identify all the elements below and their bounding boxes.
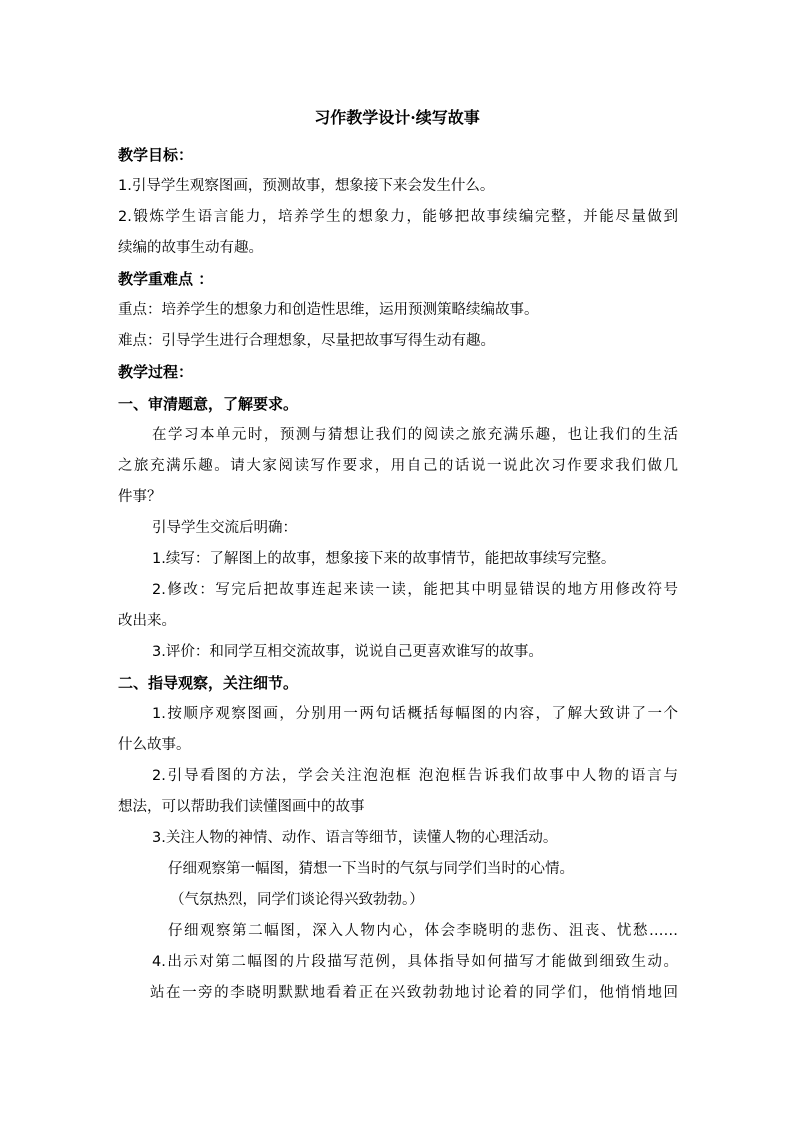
part-1-clarify: 引导学生交流后明确： (152, 520, 297, 536)
part-2-item-1-line-2: 什么故事。 (118, 737, 191, 753)
part-2-example: 站在一旁的李晓明默默地看着正在兴致勃勃地讨论着的同学们，他悄悄地回 (150, 985, 678, 1001)
part-2-observe-1-note: （气氛热烈，同学们谈论得兴致勃勃。） (170, 892, 424, 908)
key-points-heading: 教学重难点 ： (118, 270, 214, 288)
part-1-item-1: 1.续写：了解图上的故事，想象接下来的故事情节，能把故事续写完整。 (152, 551, 616, 567)
goal-2-line-1: 2.锻炼学生语言能力，培养学生的想象力，能够把故事续编完整，并能尽量做到 (118, 209, 678, 225)
part-1-paragraph-line-2: 之旅充满乐趣。请大家阅读写作要求，用自己的话说一说此次习作要求我们做几 (118, 458, 678, 474)
part-2-item-2-line-1: 2.引导看图的方法，学会关注泡泡框 泡泡框告诉我们故事中人物的语言与 (152, 768, 678, 784)
difficult-point: 难点：引导学生进行合理想象，尽量把故事写得生动有趣。 (118, 333, 495, 349)
part-1-paragraph-line-3: 件事？ (118, 489, 162, 505)
goals-heading: 教学目标： (118, 146, 194, 164)
part-2-heading: 二、指导观察，关注细节。 (118, 674, 299, 692)
part-1-paragraph-line-1: 在学习本单元时，预测与猜想让我们的阅读之旅充满乐趣，也让我们的生活 (152, 427, 678, 443)
part-2-item-4: 4.出示对第二幅图的片段描写范例，具体指导如何描写才能做到细致生动。 (152, 954, 678, 970)
document-title: 习作教学设计·续写故事 (314, 108, 480, 127)
part-1-heading: 一、审清题意，了解要求。 (118, 395, 299, 413)
goal-2-line-2: 续编的故事生动有趣。 (118, 240, 263, 256)
part-2-item-1-line-1: 1.按顺序观察图画，分别用一两句话概括每幅图的内容，了解大致讲了一个 (152, 706, 678, 722)
goal-1: 1.引导学生观察图画，预测故事，想象接下来会发生什么。 (118, 178, 495, 194)
part-2-observe-2: 仔细观察第二幅图，深入人物内心，体会李晓明的悲伤、沮丧、忧愁…… (168, 923, 678, 939)
part-1-item-3: 3.评价：和同学互相交流故事，说说自己更喜欢谁写的故事。 (152, 644, 543, 660)
part-2-observe-1: 仔细观察第一幅图，猜想一下当时的气氛与同学们当时的心情。 (168, 861, 574, 877)
part-2-item-2-line-2: 想法，可以帮助我们读懂图画中的故事 (118, 799, 365, 815)
part-1-item-2-line-2: 改出来。 (118, 613, 176, 629)
process-heading: 教学过程： (118, 363, 194, 381)
part-2-item-3: 3.关注人物的神情、动作、语言等细节，读懂人物的心理活动。 (152, 830, 558, 846)
part-1-item-2-line-1: 2.修改：写完后把故事连起来读一读，能把其中明显错误的地方用修改符号 (152, 582, 678, 598)
key-point: 重点：培养学生的想象力和创造性思维，运用预测策略续编故事。 (118, 302, 539, 318)
